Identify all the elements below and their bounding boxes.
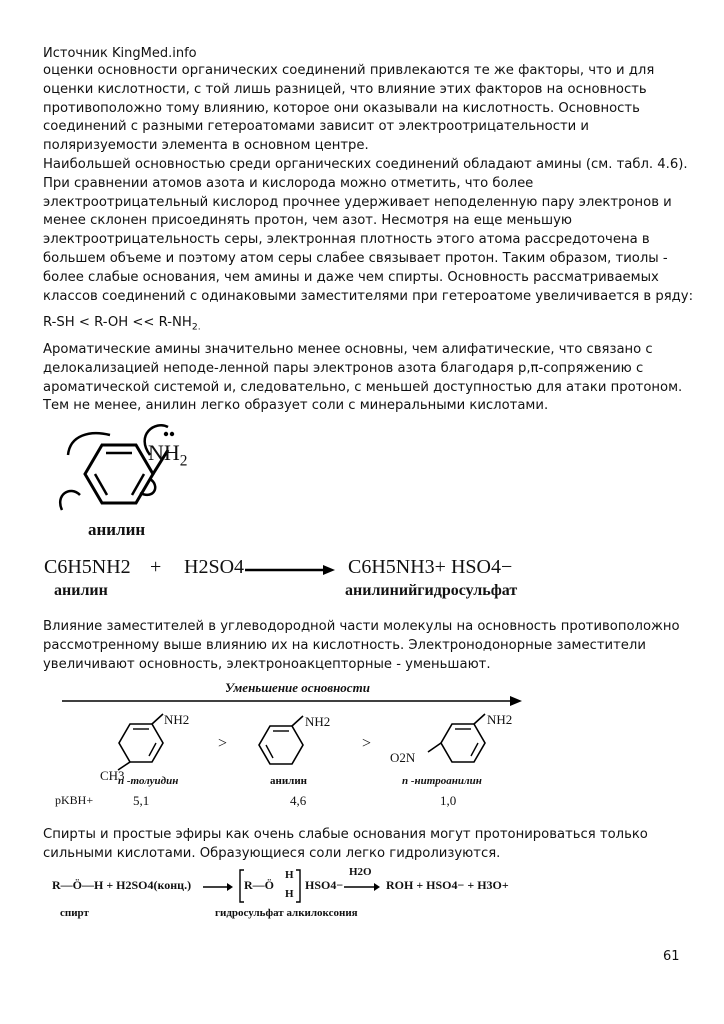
paragraph-basicity-factors: оценки основности органических соединений привлекаются те же факторы, что и для оценки кислотности, с той лишь разницей, что влияние этих факторов на основность противоположно тому влиянию, которое они оказывали на кислотность. Основность соединений с разными гетероатомами зависит от электроотрицательности и поляризуемости элемента в основном центре. [43,63,655,154]
basicity-series [43,314,693,337]
toluidine-ring [119,724,163,762]
aniline-caption: анилин [88,520,146,539]
eq1-label-left: анилин [54,582,108,599]
basicity-decrease-arrow [62,695,522,707]
curved-arrow-left-bottom [60,491,80,510]
eq2-salt-r-o: R—Ö [244,878,274,892]
nitroaniline-pk: 1,0 [440,793,457,808]
aniline-nh2-sub: 2 [179,452,188,470]
aniline-nh2 [148,440,187,470]
paragraph-aromatic-amines: Ароматические амины значительно менее основны, чем алифатические, что связано с делокализацией неподе-ленной пары электронов азота благодаря р,π-сопряжению с ароматической системой и, следовательно, с меньшей доступностью для атаки протоном. Тем не менее, анилин легко образует соли с минеральными кислотами. [43,342,683,414]
eq1-plus: + [150,556,162,578]
source-header: Источник KingMed.info [43,46,197,61]
aniline2-pk: 4,6 [290,793,307,808]
substituted-anilines [60,712,620,782]
eq2-left: R—Ö—H + H2SO4(конц.) [52,878,192,892]
toluidine-name: п -толуидин [118,775,179,787]
aniline2-nh2: NH2 [305,714,331,729]
eq1-reactant1: C6H5NH2 [44,556,131,578]
eq1-arrow [245,563,335,577]
nitroaniline-ring [441,724,485,762]
toluidine-ch3: CH3 [100,768,125,783]
basicity-series-text: R-SH < R-OH << R-NH [43,315,192,330]
eq2-water: H2O [349,866,372,878]
eq2-arrow-2 [344,882,380,892]
paragraph-alcohols: Спирты и простые эфиры как очень слабые основания могут протонироваться только сильными кислотами. Образующиеся соли легко гидролизуются. [43,827,648,861]
gt-sign-2: > [362,735,372,752]
pk-label: pKBH+ [55,793,94,807]
gt-sign-1: > [218,735,228,752]
lone-pair-dot-2 [170,432,174,436]
paragraph-substituents: Влияние заместителей в углеводородной части молекулы на основность противоположно рассмотренному выше влиянию их на кислотность. Электронодонорные заместители увеличивают основность, электроноакцепторные - уменьшают. [43,619,680,672]
aniline2-name: анилин [270,775,308,787]
basicity-decrease-title: Уменьшение основности [225,680,370,695]
eq2-salt-h-bottom: H [285,888,294,900]
eq1-reactant2: H2SO4 [184,556,245,578]
paragraph-amines: Наибольшей основностью среди органических соединений обладают амины (см. табл. 4.6). При сравнении атомов азота и кислорода можно отметить, что более электроотрицательный кислород прочнее удерживает неподеленную пару электронов и менее склонен присоединять протон, чем азот. Несмотря на еще меньшую электроотрицательность серы, электронная плотность этого атома рассредоточена в большем объеме и поэтому атом серы слабее связывает протон. Таким образом, тиолы - более слабые основания, чем амины и даже чем спирты. Основность рассматриваемых классов соединений с одинаковыми заместителями при гетероатоме увеличивается в ряду: [43,157,694,304]
eq1-product: C6H5NH3+ HSO4− [348,556,513,578]
eq2-label-left: спирт [60,907,89,919]
eq2-arrow-1 [203,882,233,892]
eq2-label-right: гидросульфат алкилоксония [215,907,358,919]
page-number: 61 [663,949,680,964]
eq1-label-right: анилинийгидросульфат [345,582,518,599]
eq2-salt-anion: HSO4− [305,878,344,892]
lone-pair-dot-1 [164,432,168,436]
aniline-ring [259,726,303,764]
nitroaniline-nh2: NH2 [487,712,513,727]
aniline-nh2-text: NH [148,440,180,465]
toluidine-nh2: NH2 [164,712,190,727]
eq2-right: ROH + HSO4− + H3O+ [386,878,509,892]
nitroaniline-name: п -нитроанилин [402,775,482,787]
nitroaniline-o2n: O2N [390,750,416,765]
toluidine-pk: 5,1 [133,793,150,808]
basicity-series-sub: 2. [191,321,201,333]
eq2-salt-h-top: H [285,869,294,881]
